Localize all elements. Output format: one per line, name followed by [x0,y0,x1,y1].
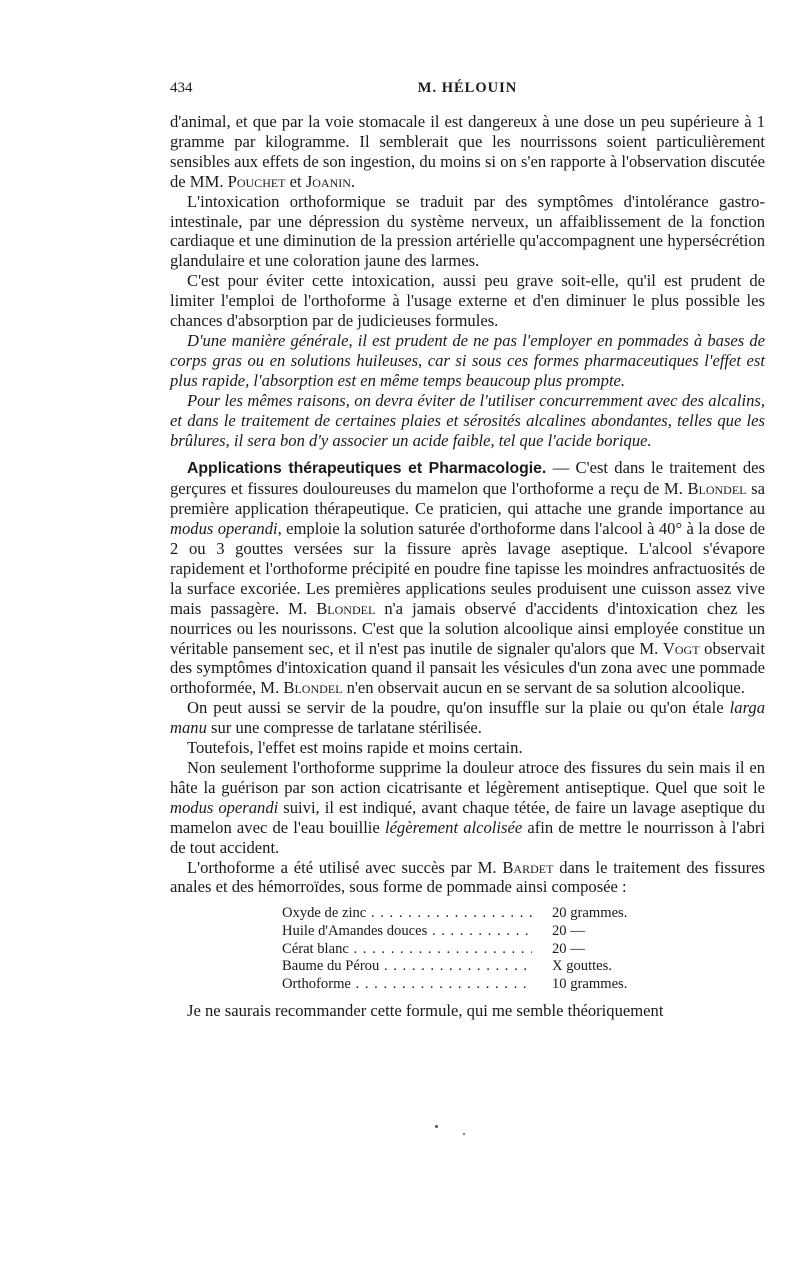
paragraph-5: Pour les mêmes raisons, on devra éviter de l'utiliser concurremment avec des alcalins, et dans le traitement de certaines plaies et sérosités alcalines abondantes, telles que les brûlures, il sera bon d'y associer un acide faible, tel que l'acide borique. [170,390,765,450]
page-number: 434 [170,80,193,96]
ink-speck [435,1125,438,1128]
paragraph-11: Je ne saurais recommander cette formule, qui me semble théoriquement [187,1001,664,1021]
ink-speck [463,1133,465,1135]
paragraph-9: Non seulement l'orthoforme supprime la douleur atroce des fissures du sein mais il en hâte la guérison par son action cicatrisante et légèrement antiseptique. Quel que soit le modus operandi suivi, il est indiqué, avant chaque tétée, de faire un lavage aseptique du mamelon avec de l'eau bouillie légèrement alcolisée afin de mettre le nourrisson à l'abri de tout accident. [170,758,765,857]
paragraph-7: On peut aussi se servir de la poudre, qu'on insuffle sur la plaie ou qu'on étale larga manu sur une compresse de tarlatane stérilisée. [170,698,765,738]
formula-row: Oxyde de zinc . . . 20 grammes. [282,905,765,923]
formula-row: Cérat blanc . . . 20 — [282,941,765,959]
paragraph-4: D'une manière générale, il est prudent de ne pas l'employer en pommades à bases de corps gras ou en solutions huileuses, car si sous ces formes pharmaceutiques l'effet est plus rapide, l'absorption est en même temps beaucoup plus prompte. [170,330,765,390]
paragraph-3: C'est pour éviter cette intoxication, aussi peu grave soit-elle, qu'il est prudent de limiter l'emploi de l'orthoforme à l'usage externe et d'en diminuer le plus possible les chances d'absorption par de judicieuses formules. [170,271,765,331]
paragraph-6: Applications thérapeutiques et Pharmacologie. — C'est dans le traitement des gerçures et fissures douloureuses du mamelon que l'orthoforme a reçu de M. Blondel sa première application thérapeutique. Ce praticien, qui attache une grande importance au modus operandi, emploie la solution saturée d'orthoforme dans l'alcool à 40° à la dose de 2 ou 3 gouttes versées sur la fissure après lavage aseptique. L'alcool s'évapore rapidement et l'orthoforme précipité en poudre fine tapisse les moindres anfractuosités de la surface excoriée. Les premières applications seules produisent une cuisson assez vive mais passagère. M. Blondel n'a jamais observé d'accidents d'intoxication chez les nourrices ou les nourissons. C'est que la solution alcoolique ainsi employée constitue un véritable pansement sec, et il n'est pas inutile de signaler qu'alors que M. Vogt observait des symptômes d'intoxication quand il pansait les vésicules d'un zona avec une pommade orthoformée, M. Blondel n'en observait aucun en se servant de sa solution alcoolique. [170,458,765,698]
formula-row: Baume du Pérou . . . X gouttes. [282,958,765,976]
formula-row: Orthoforme . . . 10 grammes. [282,976,765,994]
paragraph-8: Toutefois, l'effet est moins rapide et moins certain. [187,738,523,758]
paragraph-2: L'intoxication orthoformique se traduit par des symptômes d'intolérance gastro-intestinale, par une dépression du système nerveux, un affaiblissement de la fonction cardiaque et une diminution de la pression artérielle qu'accompagnent une hypersécrétion glandulaire et une coloration jaune des larmes. [170,191,765,271]
paragraph-1: d'animal, et que par la voie stomacale il est dangereux à une dose un peu supérieure à 1 gramme par kilogramme. Il semblerait que les nourrissons soient particulièrement sensibles aux effets de son ingestion, du moins si on s'en rapporte à l'observation discutée de MM. Pouchet et Joanin. [170,112,765,191]
formula-row: Huile d'Amandes douces . . . 20 — [282,923,765,941]
running-head: M. HÉLOUIN [417,80,518,96]
paragraph-10: L'orthoforme a été utilisé avec succès par M. Bardet dans le traitement des fissures anales et des hémorroïdes, sous forme de pommade ainsi composée : [170,857,765,897]
section-heading: Applications thérapeutiques et Pharmacologie. [187,460,547,478]
formula-table [282,905,765,993]
page-header [170,80,765,100]
body-text [170,112,765,1021]
